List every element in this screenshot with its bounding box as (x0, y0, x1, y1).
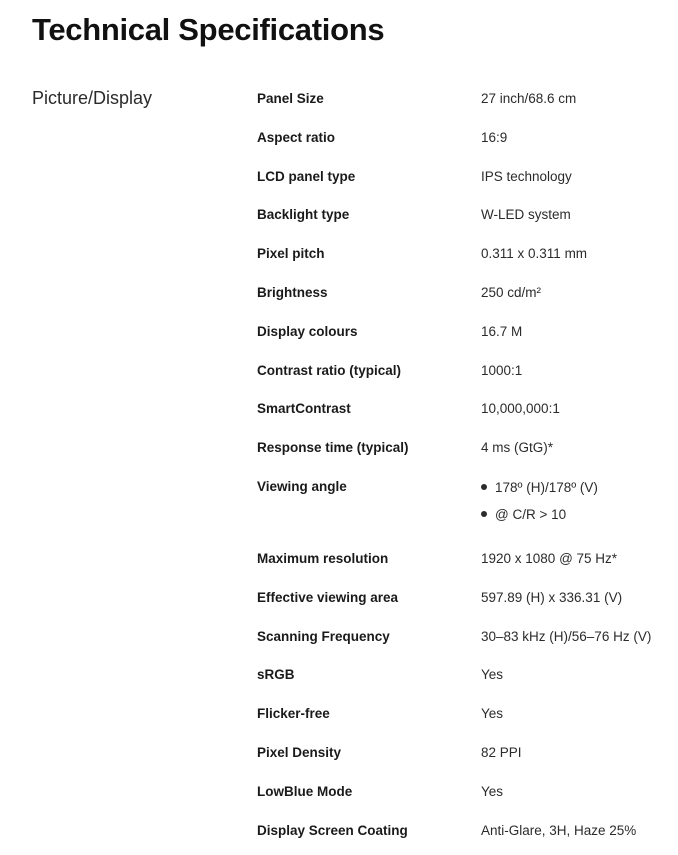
spec-row-backlight-type (0, 197, 678, 236)
spec-row-scanning-frequency (0, 619, 678, 658)
spec-value: 1920 x 1080 @ 75 Hz* (481, 550, 618, 566)
spec-key: Aspect ratio (257, 129, 336, 145)
spec-key: Response time (typical) (257, 440, 409, 456)
spec-key: SmartContrast (257, 401, 351, 417)
spec-value: 16:9 (481, 129, 508, 145)
section-label: Picture/Display (32, 88, 153, 108)
bullet-text: @ C/R > 10 (495, 506, 567, 522)
spec-key: Scanning Frequency (257, 628, 390, 644)
spec-value: Yes (481, 667, 504, 683)
spec-row-brightness (0, 275, 678, 314)
spec-value: 30–83 kHz (H)/56–76 Hz (V) (481, 628, 652, 644)
spec-key: Display colours (257, 323, 358, 339)
spec-row-viewing-angle (0, 469, 678, 541)
spec-row-srgb (0, 657, 678, 696)
spec-row-lowblue-mode (0, 774, 678, 813)
bullet-item (481, 506, 598, 533)
bullet-text: 178º (H)/178º (V) (495, 479, 598, 495)
spec-key: Effective viewing area (257, 589, 399, 605)
spec-value: 27 inch/68.6 cm (481, 91, 577, 106)
spec-key: Viewing angle (257, 478, 347, 494)
spec-row-contrast-ratio (0, 353, 678, 392)
spec-value: 597.89 (H) x 336.31 (V) (481, 589, 623, 605)
spec-key: Panel Size (257, 91, 324, 106)
spec-value: 4 ms (GtG)* (481, 440, 554, 456)
spec-value: Yes (481, 706, 504, 722)
spec-key: Flicker-free (257, 706, 330, 722)
spec-row-response-time (0, 430, 678, 469)
spec-value-bullets (481, 479, 598, 533)
spec-row-flicker-free (0, 696, 678, 735)
spec-row-effective-viewing-area (0, 580, 678, 619)
spec-value: IPS technology (481, 168, 572, 184)
spec-value: 0.311 x 0.311 mm (481, 246, 588, 262)
bullet-icon (481, 484, 487, 490)
spec-value: 1000:1 (481, 362, 523, 378)
spec-row-lcd-panel-type (0, 159, 678, 198)
spec-list (0, 81, 678, 851)
spec-key: Brightness (257, 284, 328, 300)
spec-row-pixel-density (0, 735, 678, 774)
spec-key: Pixel Density (257, 744, 342, 760)
spec-key: Contrast ratio (typical) (257, 362, 402, 378)
spec-row-maximum-resolution (0, 541, 678, 580)
spec-row-display-colours (0, 314, 678, 353)
page-title: Technical Specifications (32, 12, 385, 47)
spec-row-panel-size (0, 81, 678, 120)
spec-value: 16.7 M (481, 323, 523, 339)
spec-key: Maximum resolution (257, 550, 389, 566)
spec-key: LCD panel type (257, 168, 356, 184)
bullet-item (481, 479, 598, 506)
bullet-icon (481, 511, 487, 517)
spec-row-aspect-ratio (0, 120, 678, 159)
spec-key: Backlight type (257, 207, 350, 223)
spec-key: LowBlue Mode (257, 783, 353, 799)
spec-row-smartcontrast (0, 391, 678, 430)
spec-value: 10,000,000:1 (481, 401, 560, 417)
spec-value: Yes (481, 783, 504, 799)
spec-value: Anti-Glare, 3H, Haze 25% (481, 822, 637, 838)
spec-key: Display Screen Coating (257, 822, 408, 838)
spec-value: W-LED system (481, 207, 571, 223)
spec-row-display-screen-coating (0, 813, 678, 852)
spec-row-pixel-pitch (0, 236, 678, 275)
spec-value: 82 PPI (481, 744, 522, 760)
spec-key: Pixel pitch (257, 246, 325, 262)
spec-value: 250 cd/m² (481, 284, 542, 300)
spec-key: sRGB (257, 667, 295, 683)
